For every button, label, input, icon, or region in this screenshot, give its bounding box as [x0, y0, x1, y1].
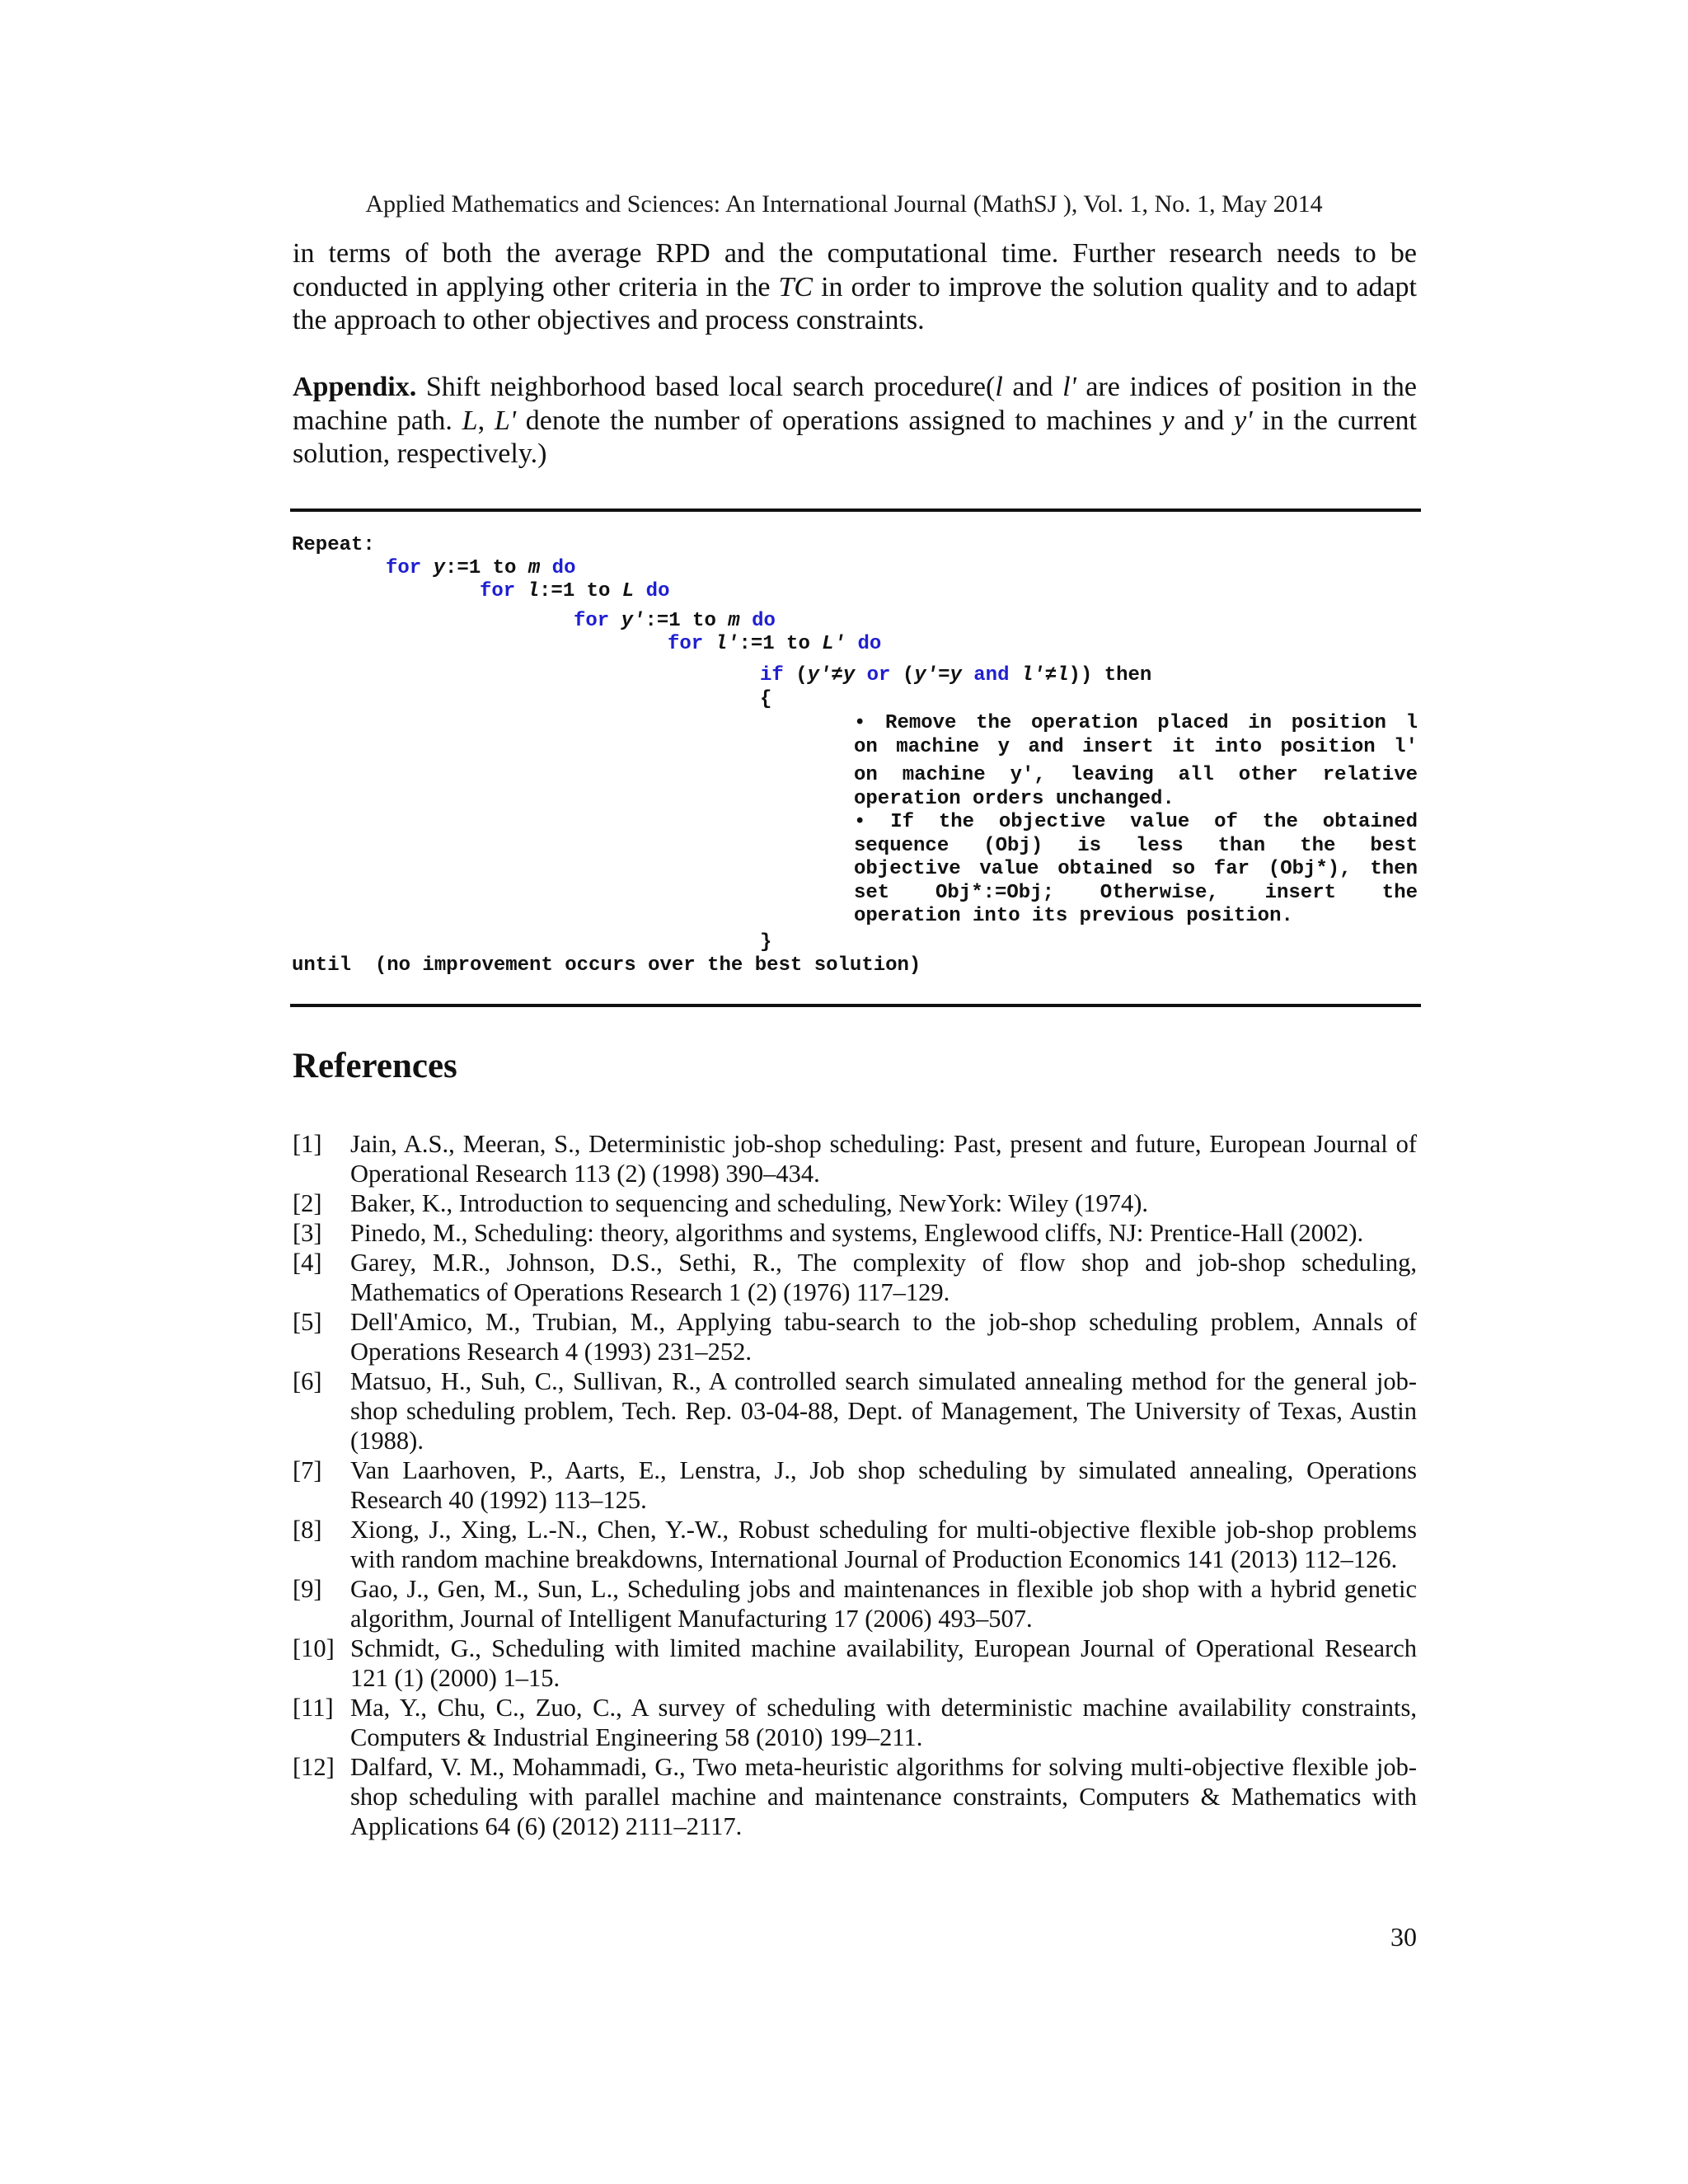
reference-text: Jain, A.S., Meeran, S., Deterministic job-shop scheduling: Past, present and future, European Journal of Operational Research 113 (2) (1998) 390–434.	[350, 1130, 1417, 1188]
reference-number: [3]	[293, 1219, 322, 1247]
reference-text: Matsuo, H., Suh, C., Sullivan, R., A controlled search simulated annealing method for the general job-shop scheduling problem, Tech. Rep. 03-04-88, Dept. of Management, The University of Texas, Austin (1988).	[350, 1367, 1417, 1455]
reference-number: [9]	[293, 1575, 322, 1603]
appendix-text-6: and	[1174, 405, 1235, 436]
algorithm-top-rule	[290, 509, 1421, 512]
open-brace: {	[760, 688, 772, 710]
repeat-line: Repeat:	[292, 534, 375, 556]
reference-item	[293, 1218, 1417, 1248]
bullet2-line4: set Obj*:=Obj; Otherwise, insert the	[854, 881, 1418, 904]
reference-item	[293, 1188, 1417, 1218]
reference-item	[293, 1307, 1417, 1366]
symbol-y: y	[1161, 405, 1175, 436]
reference-number: [7]	[293, 1456, 322, 1484]
reference-text: Pinedo, M., Scheduling: theory, algorithms and systems, Englewood cliffs, NJ: Prentice-Hall (2002).	[350, 1219, 1364, 1247]
reference-item	[293, 1752, 1417, 1841]
reference-text: Garey, M.R., Johnson, D.S., Sethi, R., The complexity of flow shop and job-shop scheduling, Mathematics of Operations Research 1 (2) (1976) 117–129.	[350, 1249, 1417, 1306]
symbol-L: L	[462, 405, 478, 436]
reference-item	[293, 1515, 1417, 1574]
symbol-l-prime: l'	[1062, 372, 1076, 402]
reference-item	[293, 1366, 1417, 1455]
if-body	[854, 712, 1418, 929]
tc-symbol: TC	[778, 271, 814, 302]
reference-text: Ma, Y., Chu, C., Zuo, C., A survey of scheduling with deterministic machine availability constraints, Computers & Industrial Engineering 58 (2010) 199–211.	[350, 1694, 1417, 1751]
intro-paragraph	[293, 237, 1417, 338]
for-y-prime-line: for y′:=1 to m do	[574, 610, 776, 632]
until-line: until (no improvement occurs over the best solution)	[292, 954, 921, 977]
bullet2-line3: objective value obtained so far (Obj*), then	[854, 858, 1418, 880]
appendix-text-7: in the current solution, respectively.)	[293, 405, 1417, 469]
reference-number: [12]	[293, 1753, 335, 1781]
reference-text: Gao, J., Gen, M., Sun, L., Scheduling jobs and maintenances in flexible job shop with a hybrid genetic algorithm, Journal of Intelligent Manufacturing 17 (2006) 493–507.	[350, 1575, 1417, 1633]
reference-number: [10]	[293, 1634, 335, 1662]
running-header: Applied Mathematics and Sciences: An International Journal (MathSJ ), Vol. 1, No. 1, May 2014	[365, 190, 1323, 218]
reference-item	[293, 1455, 1417, 1515]
reference-text: Xiong, J., Xing, L.-N., Chen, Y.-W., Robust scheduling for multi-objective flexible job-shop problems with random machine breakdowns, International Journal of Production Economics 141 (2013) 112–126.	[350, 1516, 1417, 1573]
for-l-line: for l:=1 to L do	[480, 580, 670, 602]
bullet1-line4: operation orders unchanged.	[854, 787, 1175, 810]
reference-item	[293, 1574, 1417, 1633]
intro-text-2: in order to improve the solution quality and to adapt the approach to other objectives and process constraints.	[293, 271, 1418, 335]
appendix-text-1: Shift neighborhood based local search procedure(	[416, 372, 996, 402]
algorithm-bottom-rule	[290, 1004, 1421, 1007]
reference-item	[293, 1633, 1417, 1693]
reference-number: [5]	[293, 1308, 322, 1336]
reference-text: Van Laarhoven, P., Aarts, E., Lenstra, J., Job shop scheduling by simulated annealing, Operations Research 40 (1992) 113–125.	[350, 1456, 1417, 1514]
algorithm-listing	[292, 534, 1421, 979]
appendix-text-5: denote the number of operations assigned to machines	[516, 405, 1162, 436]
references-list	[293, 1129, 1417, 1841]
bullet1-line3: on machine y′, leaving all other relative	[854, 764, 1418, 786]
bullet2-line1: • If the objective value of the obtained	[854, 811, 1418, 833]
symbol-L-prime: L'	[494, 405, 517, 436]
reference-text: Dell'Amico, M., Trubian, M., Applying tabu-search to the job-shop scheduling problem, Annals of Operations Research 4 (1993) 231–252.	[350, 1308, 1417, 1366]
reference-text: Dalfard, V. M., Mohammadi, G., Two meta-heuristic algorithms for solving multi-objective flexible job-shop scheduling with parallel machine and maintenance constraints, Computers & Mathematics with Applications 64 (6) (2012) 2111–2117.	[350, 1753, 1417, 1840]
close-brace: }	[760, 931, 772, 954]
reference-number: [1]	[293, 1130, 322, 1158]
references-heading: References	[293, 1047, 457, 1085]
symbol-l: l	[995, 372, 1003, 402]
for-l-prime-line: for l′:=1 to L′ do	[668, 633, 882, 655]
reference-number: [4]	[293, 1249, 322, 1277]
reference-number: [6]	[293, 1367, 322, 1395]
appendix-paragraph	[293, 371, 1417, 471]
reference-text: Schmidt, G., Scheduling with limited machine availability, European Journal of Operational Research 121 (1) (2000) 1–15.	[350, 1634, 1417, 1692]
for-y-line: for y:=1 to m do	[386, 557, 576, 579]
bullet1-line1: • Remove the operation placed in position l	[854, 712, 1418, 734]
bullet2-line5: operation into its previous position.	[854, 905, 1293, 927]
appendix-text-3: are indices of position in the machine path.	[293, 372, 1418, 436]
page-number: 30	[1390, 1922, 1417, 1952]
symbol-y-prime: y'	[1234, 405, 1253, 436]
if-line: if (y′≠y or (y′=y and l′≠l)) then	[760, 664, 1152, 687]
appendix-text-2: and	[1002, 372, 1063, 402]
reference-number: [8]	[293, 1516, 322, 1544]
bullet2-line2: sequence (Obj) is less than the best	[854, 834, 1418, 857]
reference-text: Baker, K., Introduction to sequencing and scheduling, NewYork: Wiley (1974).	[350, 1189, 1149, 1217]
appendix-label: Appendix.	[293, 372, 417, 402]
intro-text-1: in terms of both the average RPD and the computational time. Further research needs to be conducted in applying other criteria in the	[293, 238, 1417, 302]
appendix-text-4: ,	[477, 405, 495, 436]
reference-number: [2]	[293, 1189, 322, 1217]
reference-item	[293, 1248, 1417, 1307]
bullet1-line2: on machine y and insert it into position l′	[854, 735, 1418, 758]
reference-number: [11]	[293, 1694, 334, 1722]
reference-item	[293, 1693, 1417, 1752]
reference-item	[293, 1129, 1417, 1188]
